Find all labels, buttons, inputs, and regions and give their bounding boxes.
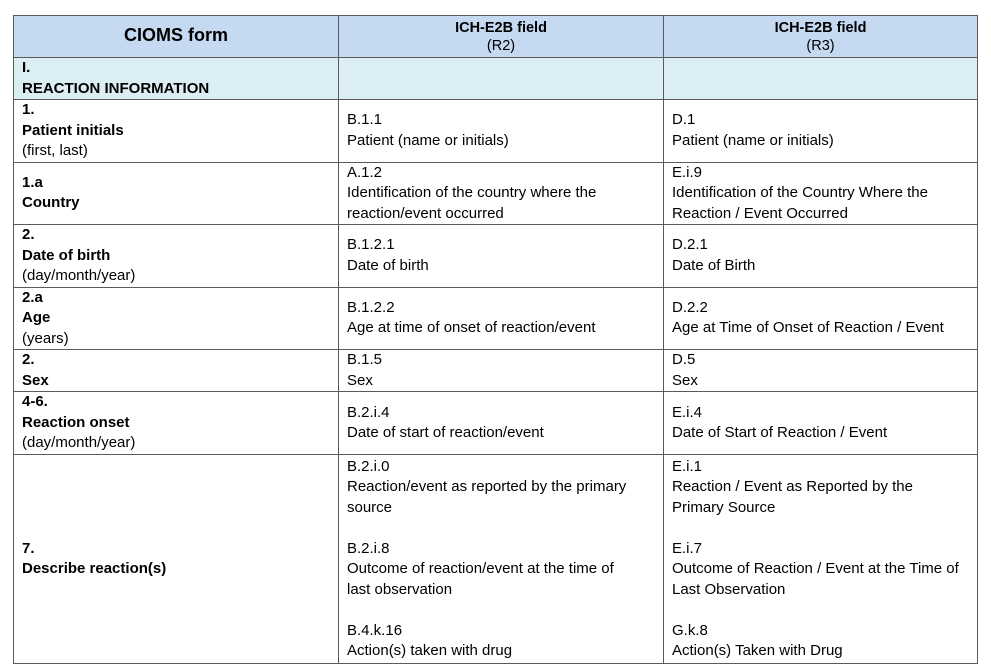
cioms-field-cell: 2.a Age (years) (14, 287, 339, 350)
cioms-field-cell: 2. Sex (14, 350, 339, 392)
r3-field-cell: D.2.2 Age at Time of Onset of Reaction / Event (664, 287, 978, 350)
r3-field-cell: E.i.9 Identification of the Country Where the Reaction / Event Occurred (664, 162, 978, 225)
cioms-mapping-table (13, 15, 978, 664)
r3-field-cell: D.1 Patient (name or initials) (664, 100, 978, 163)
header-cioms-form: CIOMS form (14, 16, 339, 58)
table-row (14, 100, 978, 163)
r2-field-cell: B.1.5 Sex (339, 350, 664, 392)
header-row (14, 16, 978, 58)
table-row (14, 350, 978, 392)
section-title-cell: I. REACTION INFORMATION (14, 58, 339, 100)
r2-field-cell: B.1.2.1 Date of birth (339, 225, 664, 288)
cioms-field-cell: 2. Date of birth (day/month/year) (14, 225, 339, 288)
table-row (14, 455, 978, 664)
r2-field-cell: A.1.2 Identification of the country where the reaction/event occurred (339, 162, 664, 225)
cioms-field-cell: 7. Describe reaction(s) (14, 455, 339, 664)
table-row (14, 225, 978, 288)
r3-field-cell: E.i.1 Reaction / Event as Reported by the Primary Source E.i.7 Outcome of Reaction / Event at the Time of Last Observation G.k.8 Action(s) Taken with Drug (664, 455, 978, 664)
r3-field-cell: D.2.1 Date of Birth (664, 225, 978, 288)
section-empty-r2 (339, 58, 664, 100)
r3-field-cell: D.5 Sex (664, 350, 978, 392)
table-row (14, 392, 978, 455)
cioms-field-cell: 1. Patient initials (first, last) (14, 100, 339, 163)
r3-field-cell: E.i.4 Date of Start of Reaction / Event (664, 392, 978, 455)
header-ich-e2b-r2: ICH-E2B field (R2) (339, 16, 664, 58)
cioms-field-cell: 4-6. Reaction onset (day/month/year) (14, 392, 339, 455)
r2-field-cell: B.1.1 Patient (name or initials) (339, 100, 664, 163)
section-row (14, 58, 978, 100)
r2-field-cell: B.2.i.0 Reaction/event as reported by the primary source B.2.i.8 Outcome of reaction/event at the time of last observation B.4.k.16 Action(s) taken with drug (339, 455, 664, 664)
section-empty-r3 (664, 58, 978, 100)
cioms-field-cell: 1.a Country (14, 162, 339, 225)
r2-field-cell: B.2.i.4 Date of start of reaction/event (339, 392, 664, 455)
r2-field-cell: B.1.2.2 Age at time of onset of reaction/event (339, 287, 664, 350)
header-ich-e2b-r3: ICH-E2B field (R3) (664, 16, 978, 58)
table-row (14, 287, 978, 350)
table-row (14, 162, 978, 225)
